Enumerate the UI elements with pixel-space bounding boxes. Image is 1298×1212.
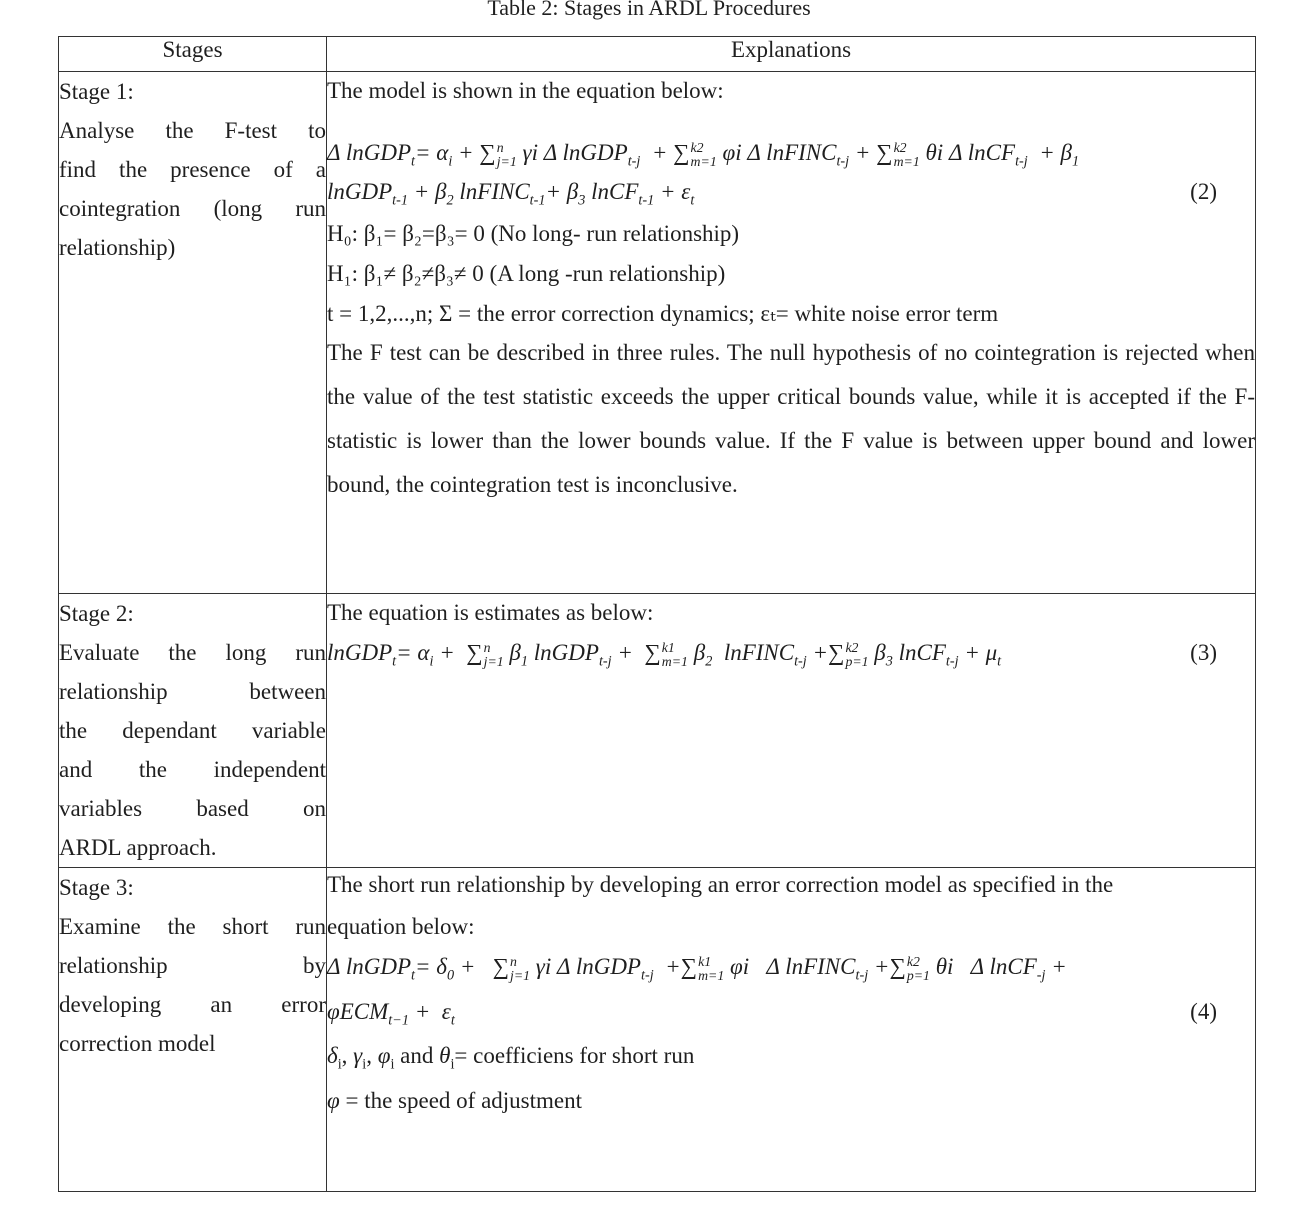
stage3-desc-line: developing an error	[59, 992, 326, 1017]
stage3-row	[59, 868, 1256, 1192]
equation-4-line1: Δ lnGDP$_t$= $\delta_0$ + ∑ n j=1 γi Δ lnGDP$_{t-j}$ +∑ k1 m=1 φi Δ lnFINC$_{t-j}$ +∑ k2 p=1 θi Δ lnCF$_{-j}$ +	[327, 953, 1067, 984]
stage3-intro-line2: equation below:	[327, 914, 475, 939]
stage3-title: Stage 3:	[59, 875, 134, 900]
stage2-row	[59, 594, 1256, 868]
equation-2-line2: lnGDP$_{t-1}$ + $\beta_2$ lnFINC$_{t-1}$+ $\beta_3$ lnCF$_{t-1}$ + $\varepsilon_t$ (2)	[327, 178, 1217, 209]
stage2-desc-line: relationship between	[59, 679, 326, 704]
stage3-desc-line: relationship by	[59, 953, 326, 978]
stage3-cell	[59, 868, 327, 1192]
stage1-desc-line: cointegration (long run	[59, 196, 326, 221]
stage3-desc-line: Examine the short run	[59, 914, 326, 939]
stage1-desc-line: Analyse the F-test to	[59, 118, 326, 143]
stage2-intro: The equation is estimates as below:	[327, 600, 654, 625]
stage3-explanation	[327, 868, 1256, 1192]
hypothesis-h1: H₁: β₁≠ β₂≠β₃≠ 0 (A long -run relationship)	[327, 261, 726, 287]
coeffs-definition: = coefficiens for short run	[454, 1043, 695, 1069]
stage2-explanation	[327, 594, 1256, 868]
equation-2-line1: Δ lnGDP$_t$= $\alpha_i$ + ∑ n j=1 γi Δ lnGDP$_{t-j}$ + ∑ k2 m=1 φi Δ lnFINC$_{t-j}$ + ∑ k2 m=1 θi Δ lnCF$_{t-j}$ + $\beta_1$	[327, 139, 1080, 170]
stage1-desc-line: find the presence of a	[59, 157, 326, 182]
coeffs-and: and	[400, 1043, 434, 1069]
stage2-title: Stage 2:	[59, 601, 134, 626]
stage1-intro: The model is shown in the equation below:	[327, 78, 724, 103]
ardl-stages-table	[58, 36, 1256, 1192]
header-explanations: Explanations	[327, 37, 1256, 72]
stage1-desc-line: relationship)	[59, 235, 176, 260]
stage1-row	[59, 72, 1256, 594]
equation-4-number: (4)	[1190, 998, 1217, 1024]
f-test-paragraph: The F test can be described in three rules. The null hypothesis of no cointegration is rejected when the value of the test statistic exceeds the upper critical bounds value, while it is accepted if the F-statistic is lower than the lower bounds value. If the F value is between upper bound and lower bound, the cointegration test is inconclusive.	[327, 340, 1255, 498]
header-stages: Stages	[59, 37, 327, 72]
equation-3-number: (3)	[1190, 640, 1217, 665]
stage2-desc-line: Evaluate the long run	[59, 640, 326, 665]
stage2-desc-line: ARDL approach.	[59, 835, 217, 860]
stage2-cell	[59, 594, 327, 868]
speed-of-adjustment: φ = the speed of adjustment	[327, 1087, 583, 1113]
equation-3: lnGDP$_t$= $\alpha_i$ + ∑ n j=1 $\beta_1$ lnGDP$_{t-j}$ + ∑ k1 m=1 $\beta_2$ lnFINC$_{t-j}$ +∑ k2 p=1 $\beta_3$ lnCF$_{t-j}$ + $\mu_t$ (3)	[327, 639, 1217, 670]
header-row	[59, 37, 1256, 72]
hypothesis-h0: H₀: β₁= β₂=β₃= 0 (No long- run relationship)	[327, 221, 740, 247]
stage1-title: Stage 1:	[59, 79, 134, 104]
phi-definition: = the speed of adjustment	[345, 1087, 583, 1113]
table-caption: Table 2: Stages in ARDL Procedures	[487, 0, 811, 20]
stage2-desc-line: and the independent	[59, 757, 326, 782]
stage3-desc-line: correction model	[59, 1031, 216, 1056]
stage1-cell	[59, 72, 327, 594]
stage2-desc-line: variables based on	[59, 796, 326, 821]
stage1-explanation	[327, 72, 1256, 594]
stage2-desc-line: the dependant variable	[59, 718, 326, 743]
stage3-intro-line1: The short run relationship by developing an error correction model as specified in the	[327, 872, 1114, 897]
equation-4-line2: $\varphi ECM_{t-1} + \varepsilon_t$ (4)	[327, 998, 1217, 1029]
equation-2-number: (2)	[1190, 178, 1217, 204]
variable-definitions: t = 1,2,...,n; Σ = the error correction dynamics; εₜ= white noise error term	[327, 301, 999, 327]
short-run-coefficients: $\delta_i$, $\gamma_i$, $\varphi_i$ and $\theta_i=$ coefficiens for short run	[327, 1043, 695, 1073]
